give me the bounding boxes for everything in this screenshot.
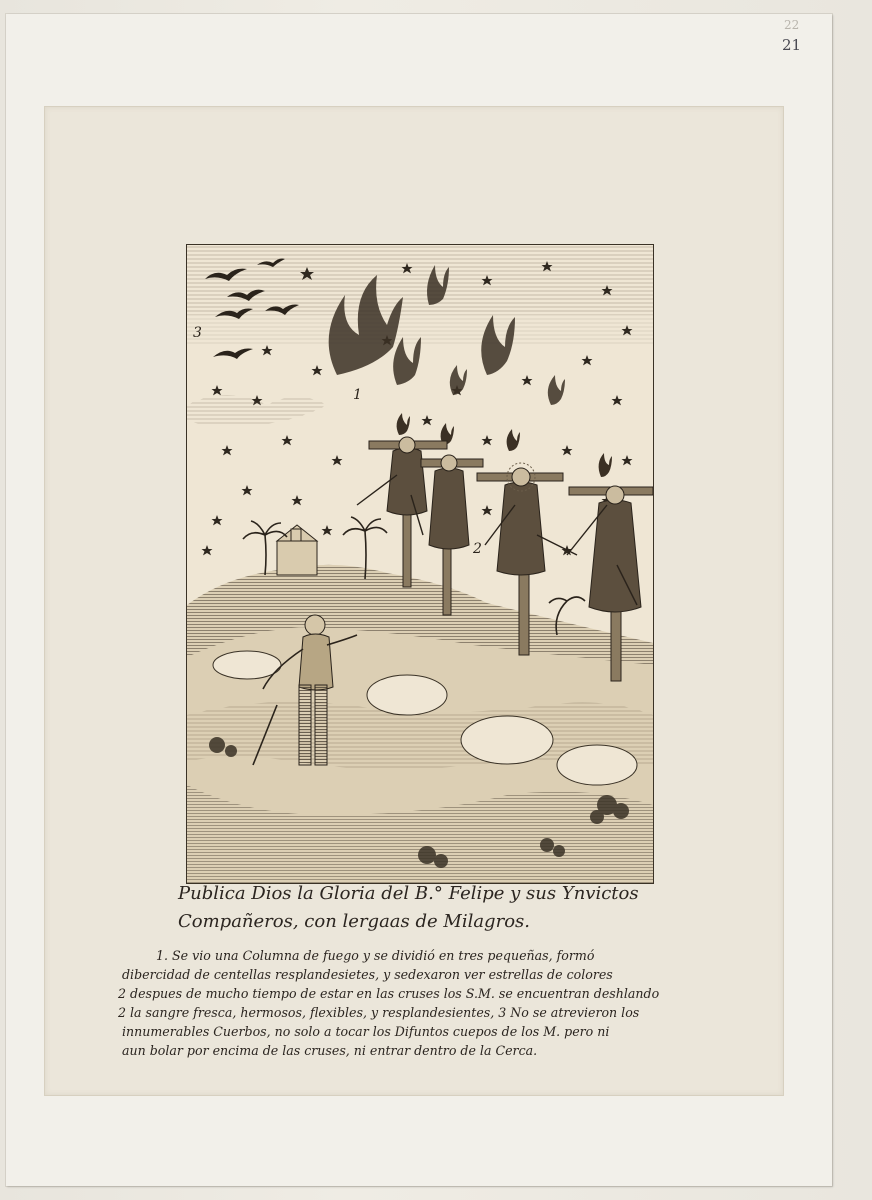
caption-title-line-1: Publica Dios la Gloria del B.° Felipe y sus Ynvictos xyxy=(178,883,639,904)
caption-title-line-2: Compañeros, con lergaas de Milagros. xyxy=(178,911,530,932)
page-number: 21 xyxy=(782,36,802,54)
faint-page-number: 22 xyxy=(784,18,800,32)
caption-line: 2 despues de mucho tiempo de estar en las cruses los S.M. se encuentran deshlando xyxy=(118,986,660,1001)
caption-line: 2 la sangre fresca, hermosos, flexibles, y resplandesientes, 3 No se atrevieron los xyxy=(118,1005,640,1020)
caption-line: aun bolar por encima de las cruses, ni entrar dentro de la Cerca. xyxy=(122,1043,538,1058)
numeral-1-label: 1 xyxy=(353,387,362,403)
caption-line: 1. Se vio una Columna de fuego y se dividió en tres pequeñas, formó xyxy=(156,948,595,963)
numeral-2-label: 2 xyxy=(473,541,482,557)
caption-body xyxy=(118,946,758,1060)
caption-line: innumerables Cuerbos, no solo a tocar los Difuntos cuepos de los M. pero ni xyxy=(122,1024,610,1039)
caption-title xyxy=(178,880,698,936)
sky-hatching xyxy=(187,245,653,315)
numeral-3-label: 3 xyxy=(193,325,202,341)
caption-line: dibercidad de centellas resplandesietes, y sedexaron ver estrellas de colores xyxy=(122,967,613,982)
engraving-image xyxy=(186,244,654,884)
martyrdom-scene-illustration xyxy=(187,245,653,883)
